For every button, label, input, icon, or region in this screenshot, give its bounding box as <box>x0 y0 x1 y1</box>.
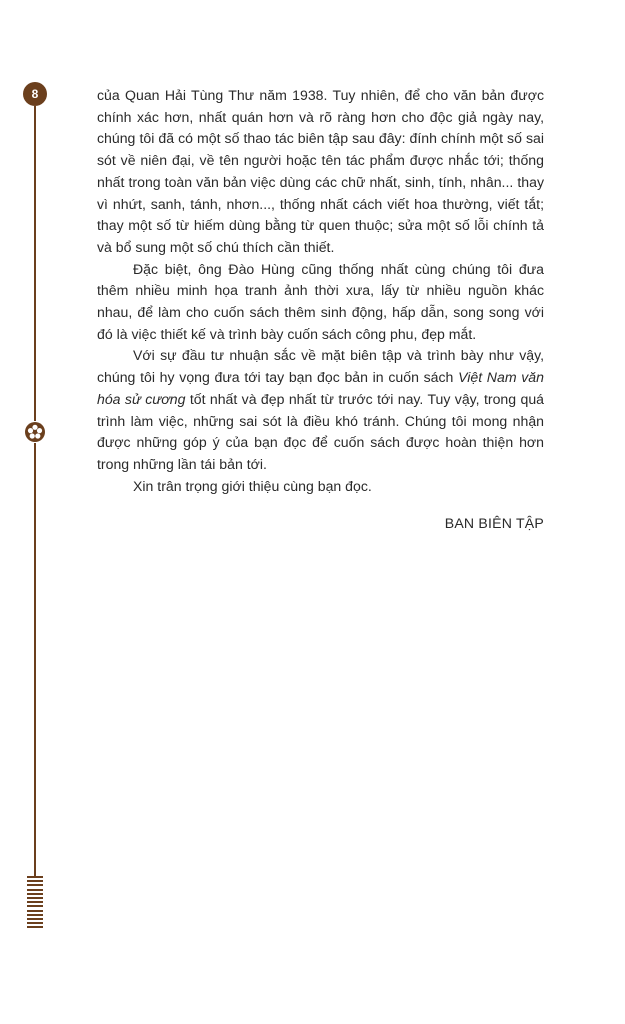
body-text <box>97 85 544 497</box>
flower-icon <box>24 421 46 443</box>
rail-line-bottom <box>34 443 36 876</box>
book-title: Việt Nam văn hóa sử cương <box>97 369 544 407</box>
paragraph <box>97 85 544 259</box>
text-segment: của Quan Hải Tùng Thư năm 1938. Tuy nhiên, để cho văn bản được chính xác hơn, nhất quán hơn và rõ ràng hơn cho độc giả ngày nay, chúng tôi đã có một số thao tác biên tập sau đây: đính chính một số sai sót về niên đại, về tên người hoặc tên tác phẩm được nhắc tới; thống nhất trong toàn văn bản việc dùng các chữ nhất, sinh, tính, nhân... thay vì nhứt, sanh, tánh, nhơn..., thống nhất cách viết hoa thường, viết tắt; thay một số từ hiếm dùng bằng từ quen thuộc; sửa một số lỗi chính tả và bổ sung một số chú thích cần thiết. <box>97 87 544 255</box>
text-segment: Xin trân trọng giới thiệu cùng bạn đọc. <box>133 477 372 494</box>
paragraph <box>97 476 544 498</box>
text-segment: tốt nhất và đẹp nhất từ trước tới nay. Tuy vậy, trong quá trình làm việc, những sai sót là điều khó tránh. Chúng tôi mong nhận được những góp ý của bạn đọc để cuốn sách được hoàn thiện hơn trong những lần tái bản tới. <box>97 390 544 472</box>
stacked-bars-icon <box>27 876 43 930</box>
paragraph <box>97 259 544 346</box>
page-number-badge <box>23 82 47 106</box>
paragraph <box>97 345 544 475</box>
page-number: 8 <box>31 87 39 101</box>
signature: BAN BIÊN TẬP <box>444 515 544 531</box>
text-segment: Với sự đầu tư nhuận sắc về mặt biên tập và trình bày như vậy, chúng tôi hy vọng đưa tới tay bạn đọc bản in cuốn sách <box>97 347 544 386</box>
rail-line-top <box>34 106 36 421</box>
text-segment: Đặc biệt, ông Đào Hùng cũng thống nhất cùng chúng tôi đưa thêm nhiều minh họa tranh ảnh thời xưa, lấy từ nhiều nguồn khác nhau, để làm cho cuốn sách thêm sinh động, hấp dẫn, song song với đó là việc thiết kế và trình bày cuốn sách công phu, đẹp mắt. <box>97 260 544 342</box>
